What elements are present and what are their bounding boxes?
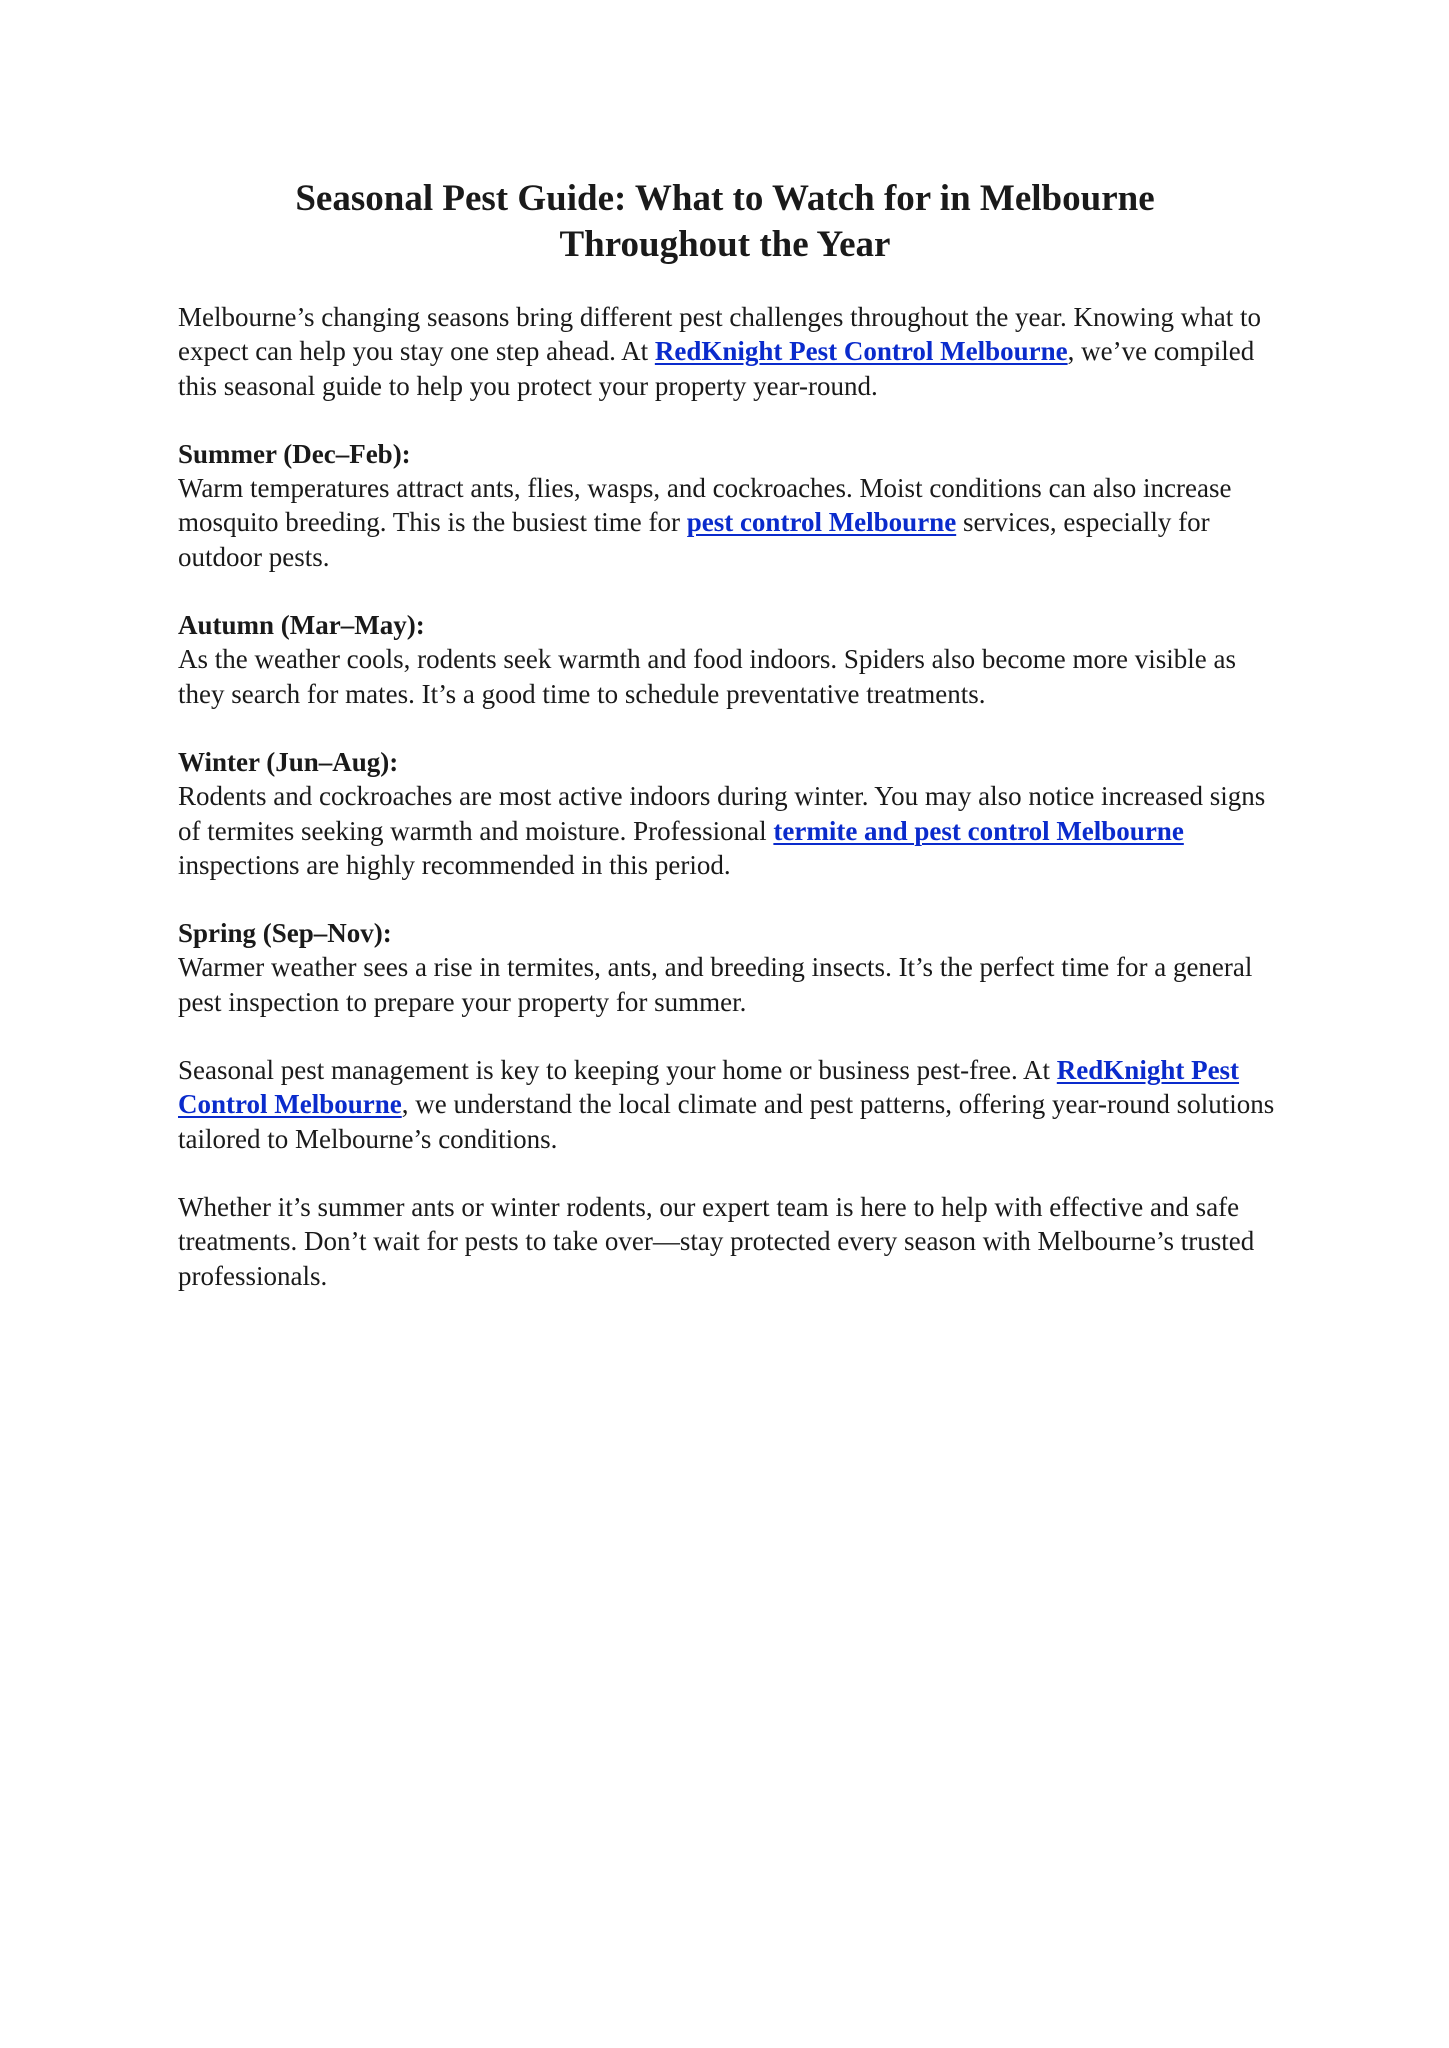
summer-section (178, 437, 1288, 574)
intro-paragraph (178, 300, 1288, 403)
title-line-2: Throughout the Year (559, 224, 891, 265)
autumn-section (178, 608, 1288, 711)
autumn-heading: Autumn (Mar–May): (178, 610, 425, 641)
intro-text-before: Melbourne’s changing seasons bring different pest challenges throughout the year. Knowing what to expect can help you stay one step ahead. At (178, 302, 1262, 367)
summer-text-after: services, especially for outdoor pests. (178, 507, 1210, 572)
management-paragraph (178, 1053, 1288, 1156)
document-title (178, 176, 1272, 268)
management-text-before: Seasonal pest management is key to keeping your home or business pest-free. At (178, 1055, 1057, 1086)
closing-text: Whether it’s summer ants or winter rodents, our expert team is here to help with effective and safe treatments. Don’t wait for pests to take over—stay protected every season with Melbourne’s trusted professionals. (178, 1191, 1255, 1291)
pest-control-melbourne-link[interactable]: pest control Melbourne (686, 507, 957, 538)
winter-text-after: inspections are highly recommended in this period. (178, 849, 731, 880)
redknight-link-2[interactable]: RedKnight Pest Control Melbourne (178, 1055, 1240, 1120)
termite-pest-control-link[interactable]: termite and pest control Melbourne (773, 815, 1184, 846)
winter-section (178, 745, 1288, 882)
intro-text-after: , we’ve compiled this seasonal guide to help you protect your property year-round. (178, 336, 1255, 401)
spring-text: Warmer weather sees a rise in termites, ants, and breeding insects. It’s the perfect time for a general pest inspection to prepare your property for summer. (178, 952, 1253, 1017)
management-text-after: , we understand the local climate and pest patterns, offering year-round solutions tailored to Melbourne’s conditions. (178, 1089, 1275, 1154)
closing-paragraph (178, 1190, 1288, 1293)
winter-text-before: Rodents and cockroaches are most active indoors during winter. You may also notice increased signs of termites seeking warmth and moisture. Professional (178, 781, 1266, 846)
autumn-text: As the weather cools, rodents seek warmth and food indoors. Spiders also become more visible as they search for mates. It’s a good time to schedule preventative treatments. (178, 644, 1236, 709)
spring-section (178, 916, 1288, 1019)
redknight-link[interactable]: RedKnight Pest Control Melbourne (654, 336, 1068, 367)
title-line-1: Seasonal Pest Guide: What to Watch for in Melbourne (295, 178, 1155, 219)
summer-heading: Summer (Dec–Feb): (178, 438, 411, 469)
summer-text-before: Warm temperatures attract ants, flies, wasps, and cockroaches. Moist conditions can also increase mosquito breeding. This is the busiest time for (178, 473, 1232, 538)
document-body (178, 300, 1288, 1327)
winter-heading: Winter (Jun–Aug): (178, 746, 399, 777)
spring-heading: Spring (Sep–Nov): (178, 918, 392, 949)
